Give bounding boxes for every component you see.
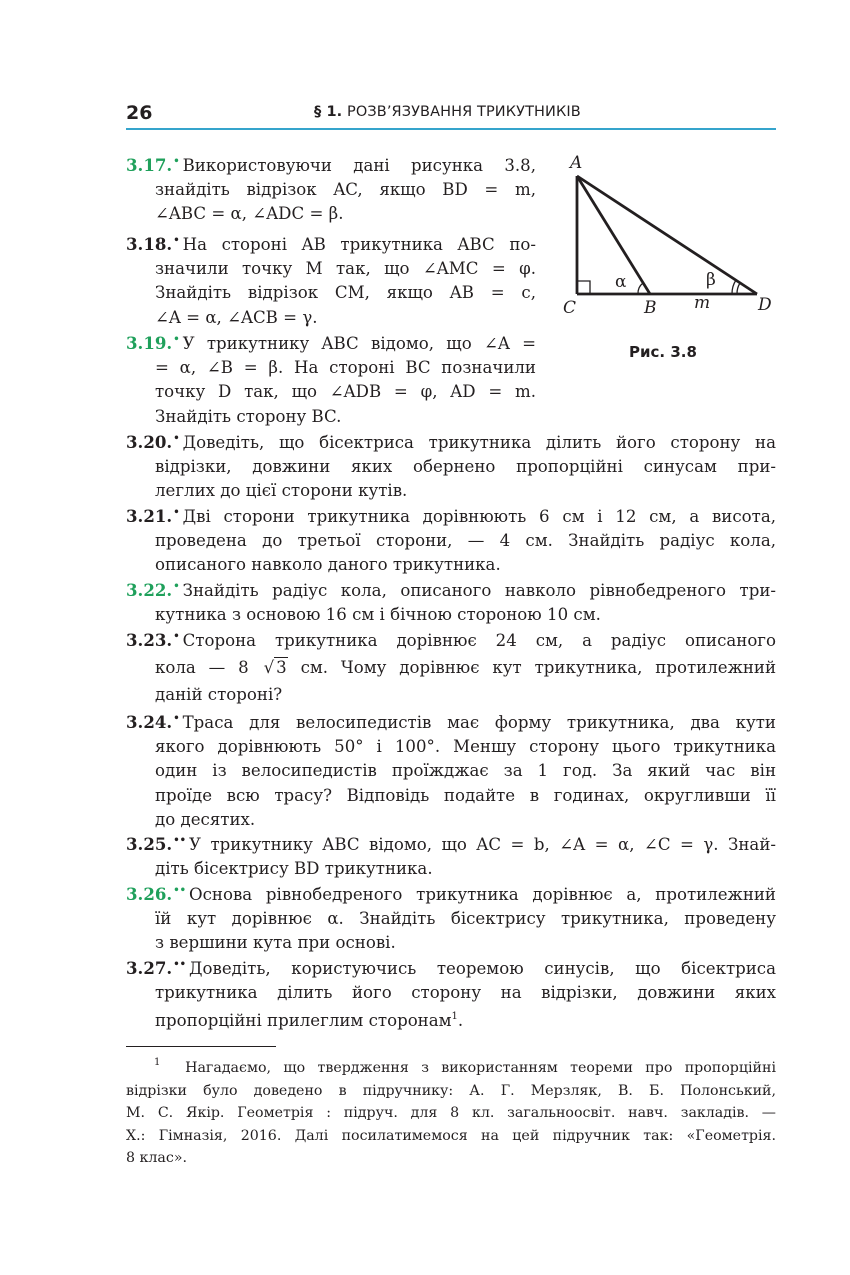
problem-line: Знайдіть відрізок CM, якщо AB = c, [155,283,536,303]
difficulty-mark: • [173,235,180,246]
problem-line: до десятих. [155,809,256,829]
problem-line: відрізки, довжини яких обернено пропорційні синусам при- [155,457,776,477]
difficulty-mark: • [173,334,180,345]
section-mark: § 1. [314,104,343,120]
label-a: A [570,153,583,173]
square-root: √ 3 [263,658,287,678]
problem-number: 3.18. [126,234,173,254]
problem-line [126,625,776,653]
problem-line: один із велосипедистів проїжджає за 1 год. За який час він [155,761,776,781]
figure-3-8 [560,150,800,325]
problem-3-24 [126,707,776,832]
footnote-line: Х.: Гімназія, 2016. Далі посилатимемося на цей підручник так: «Геометрія. [126,1127,776,1144]
footnote-line: відрізки було доведено в підручнику: А. Г. Мерзляк, В. Б. Полонський, [126,1082,776,1099]
problem-line [126,328,536,356]
problem-text: кола — 8 [155,658,249,678]
difficulty-mark: •• [173,885,186,896]
difficulty-mark: •• [173,835,186,846]
problem-number: 3.26. [126,884,173,904]
difficulty-mark: • [173,433,180,444]
problem-3-18 [126,229,536,330]
problem-line [126,1005,776,1033]
problem-line: знайдіть відрізок AC, якщо BD = m, [155,180,536,200]
problem-number: 3.17. [126,155,173,175]
label-c: C [563,298,577,318]
label-b: B [644,298,657,318]
problem-line [126,653,776,683]
problem-line [126,150,536,178]
difficulty-mark: • [173,581,180,592]
problem-line: значили точку M так, що ∠AMC = φ. [155,259,536,279]
difficulty-mark: • [173,713,180,724]
problem-number: 3.24. [126,712,173,732]
problem-text: . [457,1011,464,1031]
header-rule [126,128,776,130]
problem-line: трикутника ділить його сторону на відрізки, довжини яких [155,983,776,1003]
problem-text: пропорційні прилеглим сторонам [155,1011,452,1031]
page-number: 26 [126,102,153,124]
problem-3-19 [126,328,536,429]
problem-text: Основа рівнобедреного трикутника дорівнює a, протилежний [189,885,776,904]
problem-line: леглих до цієї сторони кутів. [155,481,408,501]
problem-line: точку D так, що ∠ADB = φ, AD = m. [155,382,536,402]
problem-text: Сторона трикутника дорівнює 24 см, а радіус описаного [182,631,776,650]
figure-caption: Рис. 3.8 [629,343,697,361]
problem-text: У трикутнику ABC відомо, що ∠A = [182,334,536,353]
problem-line: їй кут дорівнює α. Знайдіть бісектрису трикутника, проведену [155,909,776,929]
problem-3-27 [126,953,776,1034]
angle-alpha-arc [638,283,643,294]
problem-number: 3.22. [126,580,173,600]
problem-line [126,501,776,529]
problem-number: 3.19. [126,333,173,353]
problem-number: 3.23. [126,630,173,650]
problem-line: описаного навколо даного трикутника. [155,555,501,575]
problem-line [126,427,776,455]
problem-line: діть бісектрису BD трикутника. [155,859,433,879]
problem-line [126,575,776,603]
difficulty-mark: • [173,507,180,518]
problem-3-22 [126,575,776,627]
label-beta: β [706,270,716,290]
problem-line: Знайдіть сторону BC. [155,406,342,426]
side-ad [577,176,757,294]
footnote-rule [126,1046,276,1047]
problem-3-25 [126,829,776,881]
section-title: РОЗВ’ЯЗУВАННЯ ТРИКУТНИКІВ [347,104,581,120]
problem-line [126,829,776,857]
angle-beta-arc-2 [732,280,736,294]
problem-text: Доведіть, що бісектриса трикутника ділить його сторону на [182,433,776,452]
problem-line [126,879,776,907]
footnote-ref: 1 [451,1011,458,1023]
problem-line: якого дорівнюють 50° і 100°. Меншу сторону цього трикутника [155,737,776,757]
footnote [126,1052,776,1170]
page-header [126,100,776,130]
problem-text: Використовуючи дані рисунка 3.8, [182,156,536,175]
right-angle-mark [577,281,590,294]
problem-text: У трикутнику ABC відомо, що AC = b, ∠A = α, ∠C = γ. Знай- [189,835,776,854]
problem-line [126,229,536,257]
problem-line [126,707,776,735]
problem-number: 3.25. [126,834,173,854]
radicand: 3 [276,658,287,678]
difficulty-mark: •• [173,959,186,970]
problem-line: = α, ∠B = β. На стороні BC позначили [155,358,536,378]
label-m: m [694,293,711,313]
problem-3-20 [126,427,776,504]
problem-line: з вершини кута при основі. [155,933,396,953]
difficulty-mark: • [173,631,180,642]
problem-line: ∠ABC = α, ∠ADC = β. [155,204,344,224]
footnote-line [126,1052,776,1080]
problem-3-26 [126,879,776,956]
problem-line: даній стороні? [155,685,283,705]
problem-number: 3.21. [126,506,173,526]
problem-text: см. Чому дорівнює кут трикутника, протилежний [300,658,777,678]
footnote-line: М. С. Якір. Геометрія : підруч. для 8 кл. загальноосвіт. навч. закладів. — [126,1105,776,1121]
problem-text: Доведіть, користуючись теоремою синусів, що бісектриса [189,959,776,978]
label-alpha: α [615,272,627,292]
problem-number: 3.27. [126,958,173,978]
problem-number: 3.20. [126,432,173,452]
problem-3-23 [126,625,776,707]
label-d: D [758,295,772,315]
problem-line: кутника з основою 16 см і бічною стороною 10 см. [155,605,601,625]
difficulty-mark: • [173,156,180,167]
problem-line: проведена до третьої сторони, — 4 см. Знайдіть радіус кола, [155,531,776,551]
footnote-text: Нагадаємо, що твердження з використанням теореми про пропорційні [185,1060,776,1076]
angle-beta-arc-1 [737,283,740,294]
problem-3-21 [126,501,776,578]
segment-ab [577,176,650,294]
footnote-marker: 1 [154,1057,161,1068]
problem-3-17 [126,150,536,227]
problem-text: Дві сторони трикутника дорівнюють 6 см і 12 см, а висота, [182,507,776,526]
problem-text: Траса для велосипедистів має форму трикутника, два кути [182,713,776,732]
problem-text: На стороні AB трикутника ABC по- [182,235,536,254]
problem-text: Знайдіть радіус кола, описаного навколо рівнобедреного три- [182,581,776,600]
running-head [314,104,581,120]
footnote-line: 8 клас». [126,1150,188,1166]
problem-line [126,953,776,981]
problem-line: ∠A = α, ∠ACB = γ. [155,307,318,327]
problem-line: проїде всю трасу? Відповідь подайте в годинах, округливши її [155,785,776,805]
